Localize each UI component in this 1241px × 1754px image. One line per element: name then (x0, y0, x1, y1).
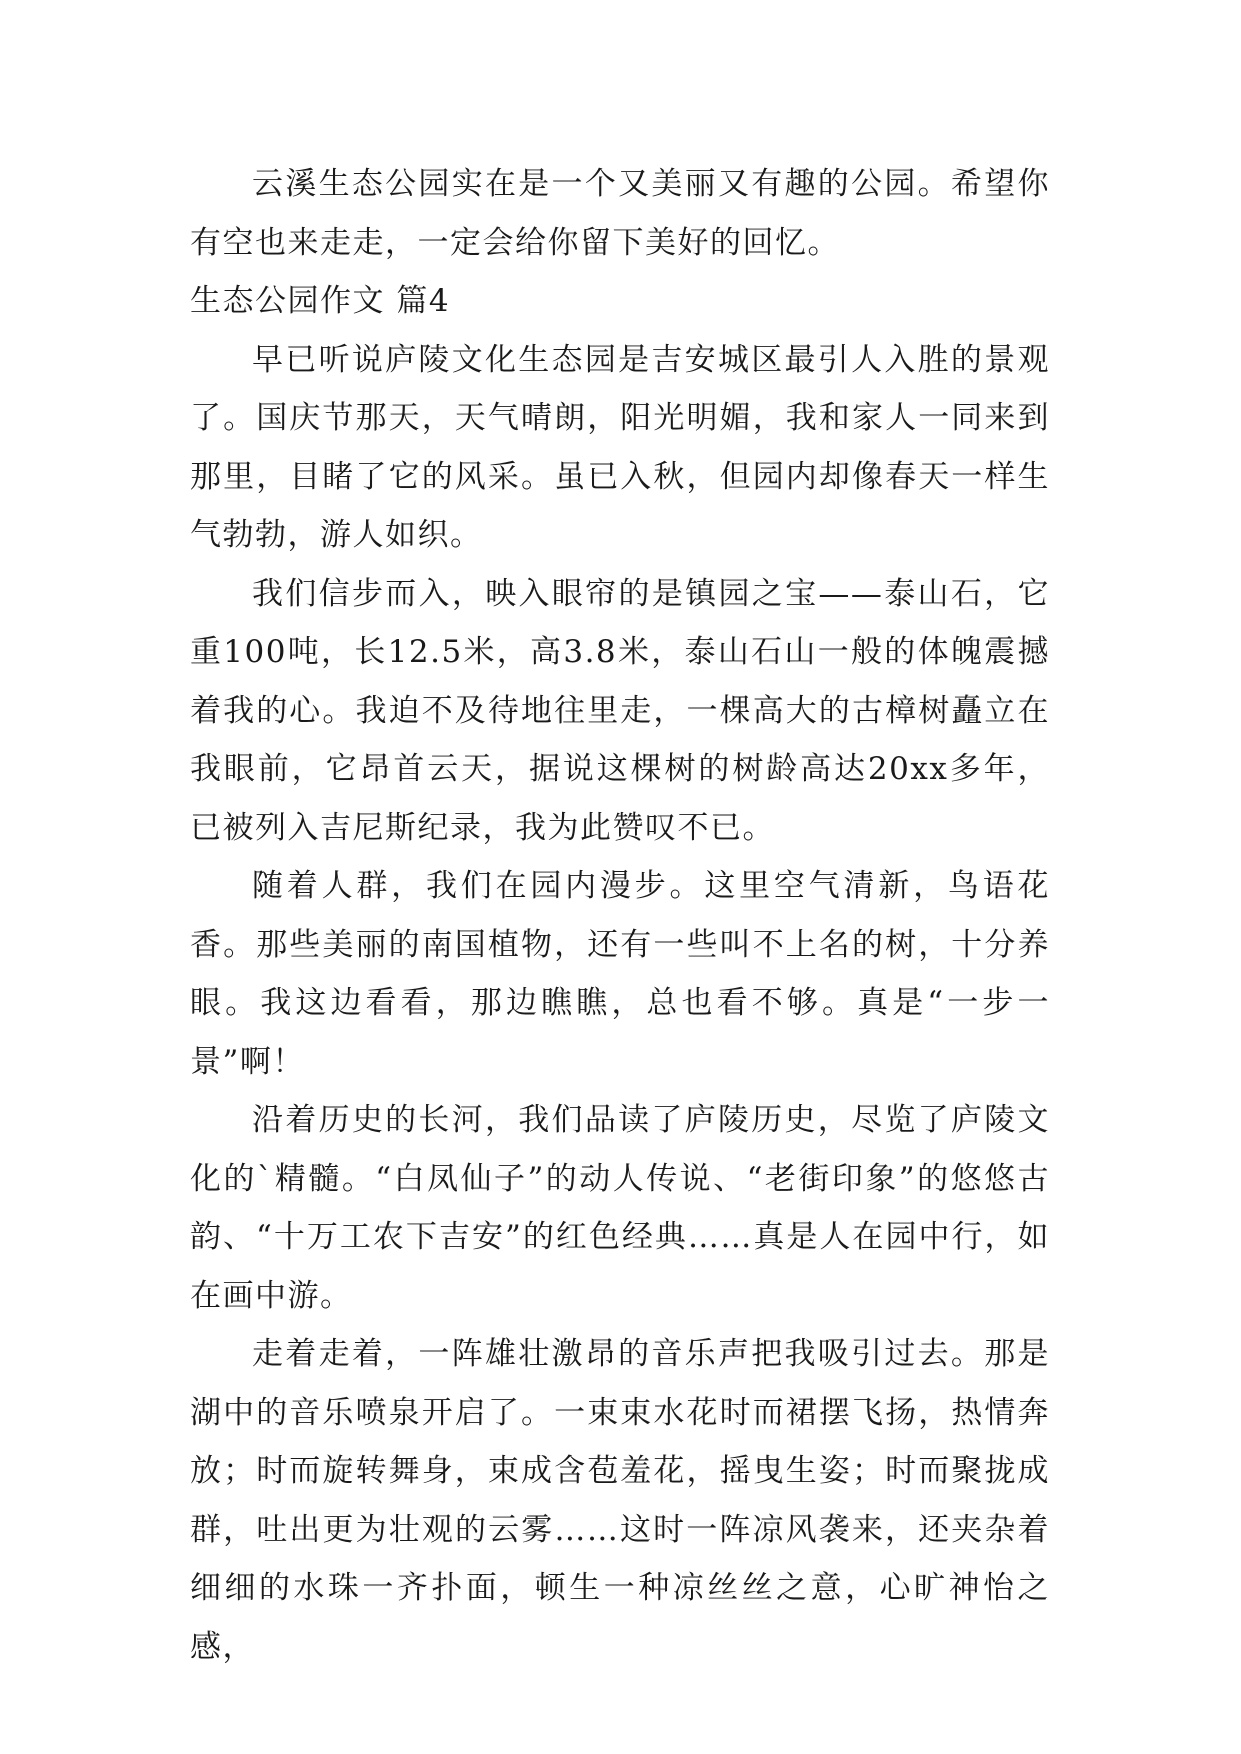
paragraph-intro: 早已听说庐陵文化生态园是吉安城区最引人入胜的景观了。国庆节那天，天气晴朗，阳光明媚，我和家人一同来到那里，目睹了它的风采。虽已入秋，但园内却像春天一样生气勃勃，游人如织。 (190, 341, 1050, 553)
paragraph-taishan-stone: 我们信步而入，映入眼帘的是镇园之宝——泰山石，它重100吨，长12.5米，高3.8米，泰山石山一般的体魄震撼着我的心。我迫不及待地往里走，一棵高大的古樟树矗立在我眼前，它昂首云天，据说这棵树的树龄高达20xx多年，已被列入吉尼斯纪录，我为此赞叹不已。 (190, 575, 1050, 846)
paragraph-stroll: 随着人群，我们在园内漫步。这里空气清新，鸟语花香。那些美丽的南国植物，还有一些叫不上名的树，十分养眼。我这边看看，那边瞧瞧，总也看不够。真是“一步一景”啊！ (190, 868, 1050, 1080)
paragraph-fountain: 走着走着，一阵雄壮激昂的音乐声把我吸引过去。那是湖中的音乐喷泉开启了。一束束水花时而裙摆飞扬，热情奔放；时而旋转舞身，束成含苞羞花，摇曳生姿；时而聚拢成群，吐出更为壮观的云雾……这时一阵凉风袭来，还夹杂着细细的水珠一齐扑面，顿生一种凉丝丝之意，心旷神怡之感， (190, 1336, 1050, 1665)
document-page (190, 155, 1050, 1676)
paragraph-conclusion: 云溪生态公园实在是一个又美丽又有趣的公园。希望你有空也来走走，一定会给你留下美好的回忆。 (190, 166, 1050, 261)
section-heading: 生态公园作文 篇4 (190, 283, 451, 319)
paragraph-history: 沿着历史的长河，我们品读了庐陵历史，尽览了庐陵文化的`精髓。“白凤仙子”的动人传说、“老街印象”的悠悠古韵、“十万工农下吉安”的红色经典……真是人在园中行，如在画中游。 (190, 1102, 1050, 1314)
